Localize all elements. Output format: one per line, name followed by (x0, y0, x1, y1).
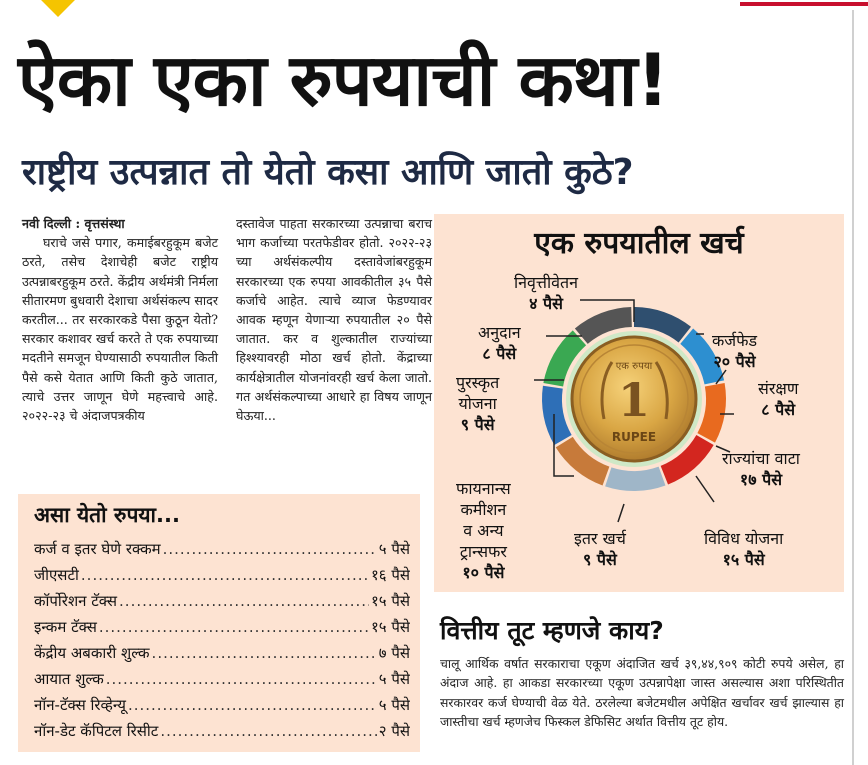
income-value: १५ पैसे (370, 618, 410, 636)
income-row (34, 614, 410, 640)
dot-leader (163, 540, 377, 558)
income-value: १६ पैसे (370, 566, 410, 584)
dot-leader (81, 566, 369, 584)
income-label: कर्ज व इतर घेणे रक्कम (34, 540, 161, 558)
article-col1-body: घराचे जसे पगार, कमाईबरहुकूम बजेट ठरते, तसेच देशाचेही बजेट राष्ट्रीय उत्पन्नाबरहुकूम ठरते. केंद्रीय अर्थमंत्री निर्मला सीतारमण बुधवारी देशाचा अर्थसंकल्प सादर करतील... तर सरकारकडे पैसा कुठून येतो? सरकार कशावर खर्च करते ते एक रुपयाच्या मदतीने समजून घेण्यासाठी रुपयातील किती पैसे कसे येतात आणि किती कुठे जातात, त्याचे उत्तर जाणून घेणे महत्त्वाचे आहे. २०२२-२३ चे अंदाजपत्रकीय (22, 235, 218, 424)
dot-leader (99, 618, 369, 636)
exp-label-other-expenses: इतर खर्च ९ पैसे (574, 529, 626, 569)
top-diamond-ornament (41, 0, 75, 17)
subheadline: राष्ट्रीय उत्पन्नात तो येतो कसा आणि जातो कुठे? (22, 152, 634, 193)
article-column-2 (236, 214, 432, 484)
dateline: नवी दिल्ली : वृत्तसंस्था (22, 216, 125, 231)
income-value: १५ पैसे (370, 592, 410, 610)
income-title: असा येतो रुपया... (34, 503, 180, 527)
income-row (34, 666, 410, 692)
fiscal-deficit-body: चालू आर्थिक वर्षात सरकाराचा एकूण अंदाजित खर्च ३९,४४,९०९ कोटी रुपये असेल, हा अंदाज आहे. हा आकडा सरकारच्या एकूण उत्पन्नापेक्षा जास्त असल्यास अशा परिस्थितीत सरकारवर कर्ज घेण्याची वेळ येते. ठरलेल्या बजेटमधील अपेक्षित खर्चावर खर्च झाल्यास हा जास्तीचा खर्च म्हणजेच फिस्कल डेफिसिट अर्थात वित्तीय तूट होय. (440, 656, 844, 730)
income-label: कॉर्पोरेशन टॅक्स (34, 592, 118, 610)
top-strip (0, 0, 868, 14)
income-label: आयात शुल्क (34, 670, 104, 688)
exp-label-subsidy: अनुदान ८ पैसे (478, 323, 521, 363)
coin-top-text: एक रुपया (615, 361, 653, 372)
dot-leader (128, 696, 377, 714)
income-value: २ पैसे (378, 722, 410, 740)
income-row (34, 536, 410, 562)
fiscal-deficit-title: वित्तीय तूट म्हणजे काय? (440, 616, 664, 645)
income-label: केंद्रीय अबकारी शुल्क (34, 644, 150, 662)
page-right-rule (852, 10, 854, 765)
income-row (34, 562, 410, 588)
article-col2-body: दस्तावेज पाहता सरकारच्या उत्पन्नाचा बराच भाग कर्जाच्या परतफेडीवर होतो. २०२२-२३ च्या अर्थसंकल्पीय दस्तावेजांबरहुकूम सरकारच्या एक रुपया आवकीतील ३५ पैसे कर्जाचे आहेत. त्याचे व्याज फेडण्यावर आवक म्हणून येणाऱ्या रुपयातील २० पैसे जातात. कर व शुल्कातील राज्यांच्या हिश्श्यावरही मोठा खर्च होतो. केंद्राच्या कार्यक्षेत्रातील योजनांवरही खर्च केला जातो. गत अर्थसंकल्पाच्या आधारे हा विषय जाणून घेऊया... (236, 216, 432, 424)
dot-leader (160, 722, 376, 740)
income-box (18, 494, 420, 752)
income-label: इन्कम टॅक्स (34, 618, 97, 636)
income-row (34, 692, 410, 718)
income-value: ७ पैसे (378, 644, 410, 662)
expenditure-title: एक रुपयातील खर्च (534, 226, 744, 261)
income-value: ५ पैसे (378, 670, 410, 688)
exp-label-defence: संरक्षण ८ पैसे (758, 379, 799, 419)
exp-label-finance-commission: फायनान्स कमीशन व अन्य ट्रान्सफर १० पैसे (456, 479, 511, 582)
income-label: नॉन-डेट कॅपिटल रिसीट (34, 722, 159, 740)
coin-numeral: 1 (617, 373, 651, 427)
income-label: जीएसटी (34, 566, 79, 584)
dot-leader (106, 670, 377, 688)
income-value: ५ पैसे (378, 696, 410, 714)
dot-leader (119, 592, 369, 610)
income-value: ५ पैसे (378, 540, 410, 558)
exp-label-various-schemes: विविध योजना १५ पैसे (704, 529, 784, 569)
income-row (34, 640, 410, 666)
headline: ऐका एका रुपयाची कथा! (18, 38, 669, 122)
income-list (34, 536, 410, 744)
income-row (34, 718, 410, 744)
top-red-rule (740, 2, 868, 6)
exp-label-pension: निवृत्तीवेतन ४ पैसे (514, 273, 579, 313)
article-column-1 (22, 214, 218, 484)
dot-leader (152, 644, 377, 662)
ring-segment (605, 467, 665, 491)
exp-label-debt-repayment: कर्जफेड २० पैसे (712, 331, 758, 371)
income-label: नॉन-टॅक्स रिव्हेन्यू (34, 696, 126, 714)
coin-bottom-text: RUPEE (611, 430, 657, 444)
exp-label-states-share: राज्यांचा वाटा १७ पैसे (722, 449, 800, 489)
income-row (34, 588, 410, 614)
exp-label-sponsored-schemes: पुरस्कृत योजना ९ पैसे (456, 373, 500, 434)
ring-segment (697, 383, 726, 443)
